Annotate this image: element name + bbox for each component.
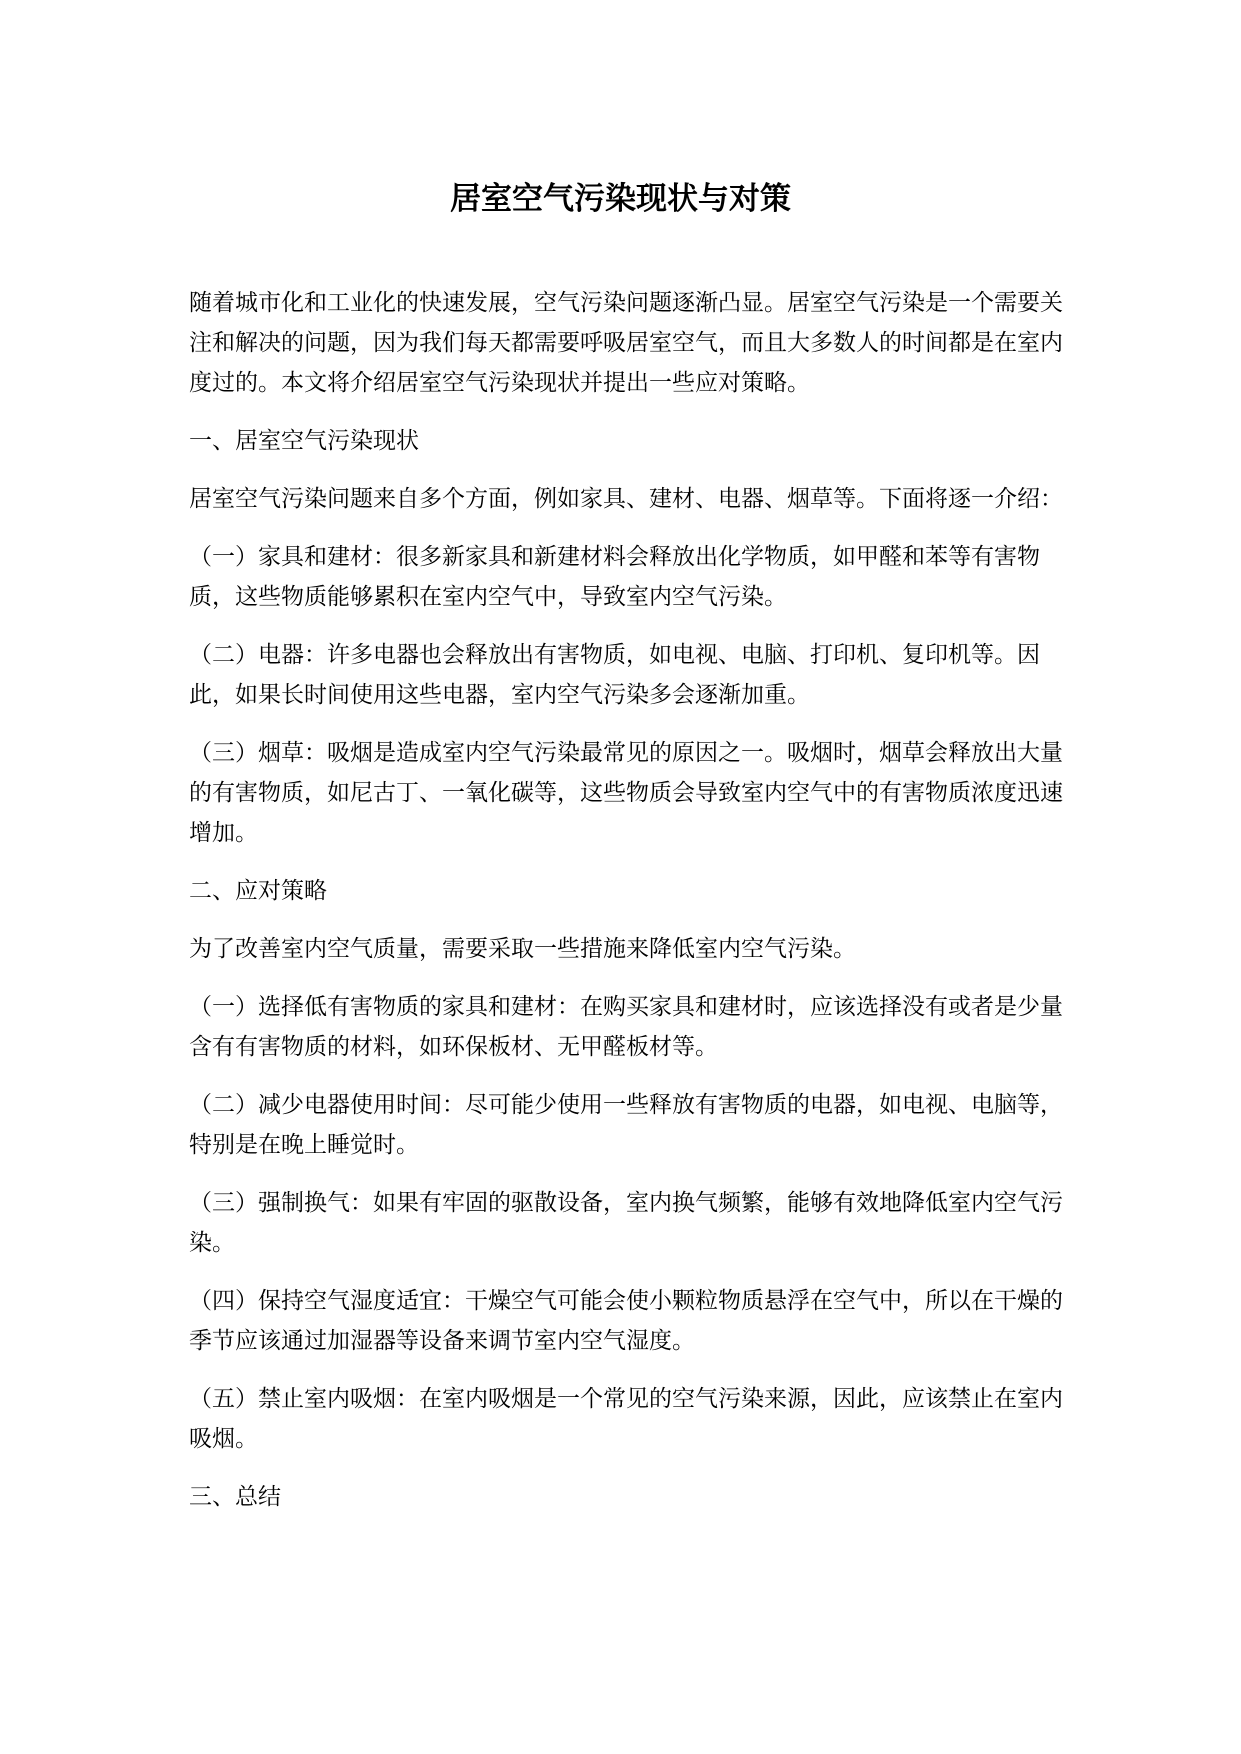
document-title: 居室空气污染现状与对策 [450,181,791,217]
document-body [189,283,1085,1535]
section-2-item-1: （一）选择低有害物质的家具和建材：在购买家具和建材时，应该选择没有或者是少量含有有害物质的材料，如环保板材、无甲醛板材等。 [189,994,1063,1060]
intro-paragraph: 随着城市化和工业化的快速发展，空气污染问题逐渐凸显。居室空气污染是一个需要关注和解决的问题，因为我们每天都需要呼吸居室空气，而且大多数人的时间都是在室内度过的。本文将介绍居室空气污染现状并提出一些应对策略。 [189,290,1063,396]
section-2-item-5: （五）禁止室内吸烟：在室内吸烟是一个常见的空气污染来源，因此，应该禁止在室内吸烟。 [189,1386,1063,1452]
section-3-heading: 三、总结 [189,1484,281,1510]
section-2-item-3: （三）强制换气：如果有牢固的驱散设备，室内换气频繁，能够有效地降低室内空气污染。 [189,1190,1063,1256]
section-2-item-4: （四）保持空气湿度适宜：干燥空气可能会使小颗粒物质悬浮在空气中，所以在干燥的季节应该通过加湿器等设备来调节室内空气湿度。 [189,1288,1063,1354]
section-2-lead: 为了改善室内空气质量，需要采取一些措施来降低室内空气污染。 [189,936,856,962]
section-2-item-2: （二）减少电器使用时间：尽可能少使用一些释放有害物质的电器，如电视、电脑等，特别是在晚上睡觉时。 [189,1092,1063,1158]
section-1-item-3: （三）烟草：吸烟是造成室内空气污染最常见的原因之一。吸烟时，烟草会释放出大量的有害物质，如尼古丁、一氧化碳等，这些物质会导致室内空气中的有害物质浓度迅速增加。 [189,740,1063,846]
section-2-heading: 二、应对策略 [189,878,327,904]
section-1-heading: 一、居室空气污染现状 [189,428,419,454]
section-1-item-1: （一）家具和建材：很多新家具和新建材料会释放出化学物质，如甲醛和苯等有害物质，这些物质能够累积在室内空气中，导致室内空气污染。 [189,544,1040,610]
section-1-lead: 居室空气污染问题来自多个方面，例如家具、建材、电器、烟草等。下面将逐一介绍： [189,486,1063,512]
section-1-item-2: （二）电器：许多电器也会释放出有害物质，如电视、电脑、打印机、复印机等。因此，如果长时间使用这些电器，室内空气污染多会逐渐加重。 [189,642,1040,708]
